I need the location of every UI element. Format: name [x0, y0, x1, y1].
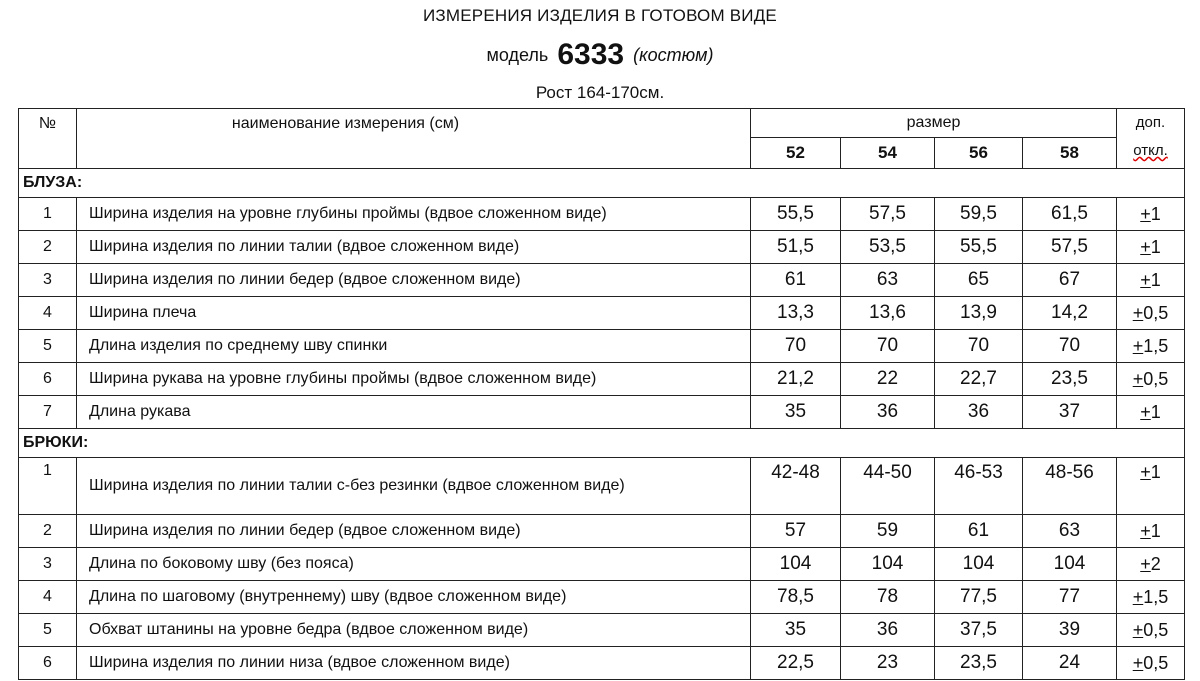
measurement-name: Ширина изделия по линии бедер (вдвое сложенном виде): [77, 515, 751, 548]
measurement-name: Длина по боковому шву (без пояса): [77, 548, 751, 581]
col-size-header: размер: [751, 109, 1117, 138]
tolerance-value: 0,5: [1143, 652, 1169, 673]
measurement-value: 14,2: [1023, 297, 1117, 330]
measurement-value: 59: [841, 515, 935, 548]
tolerance-sign: +: [1132, 302, 1144, 323]
measurement-name: Ширина изделия по линии талии с-без резинки (вдвое сложенном виде): [77, 458, 751, 515]
row-number: 5: [19, 330, 77, 363]
tolerance-value: 0,5: [1143, 619, 1169, 640]
tolerance-value: 1: [1150, 462, 1161, 482]
col-name-header: наименование измерения (см): [77, 109, 751, 169]
table-row: [19, 581, 1185, 614]
tolerance-value: 1,5: [1143, 586, 1169, 607]
measurement-name: Длина изделия по среднему шву спинки: [77, 330, 751, 363]
measurement-value: 53,5: [841, 231, 935, 264]
row-number: 5: [19, 614, 77, 647]
measurement-value: 22: [841, 363, 935, 396]
tolerance-cell: [1117, 363, 1185, 396]
size-56-header: 56: [935, 138, 1023, 169]
table-row: [19, 231, 1185, 264]
table-row: [19, 330, 1185, 363]
tolerance-value: 1: [1150, 203, 1161, 224]
measurement-name: Ширина изделия по линии талии (вдвое сложенном виде): [77, 231, 751, 264]
measurement-value: 57: [751, 515, 841, 548]
measurement-value: 63: [1023, 515, 1117, 548]
table-row: [19, 647, 1185, 680]
tolerance-value: 0,5: [1143, 302, 1169, 323]
table-row: [19, 458, 1185, 515]
measurement-value: 67: [1023, 264, 1117, 297]
document-title: ИЗМЕРЕНИЯ ИЗДЕЛИЯ В ГОТОВОМ ВИДЕ: [423, 6, 777, 25]
tolerance-cell: [1117, 396, 1185, 429]
measurement-name: Ширина изделия по линии низа (вдвое сложенном виде): [77, 647, 751, 680]
tolerance-cell: [1117, 515, 1185, 548]
table-row: [19, 297, 1185, 330]
model-kind: (костюм): [633, 45, 714, 65]
measurement-value: 78,5: [751, 581, 841, 614]
measurement-value: 63: [841, 264, 935, 297]
row-number: 4: [19, 297, 77, 330]
measurement-value: 37,5: [935, 614, 1023, 647]
tolerance-value: 0,5: [1143, 368, 1169, 389]
measurement-name: Ширина изделия на уровне глубины проймы (вдвое сложенном виде): [77, 198, 751, 231]
measurement-value: 21,2: [751, 363, 841, 396]
measurement-value: 57,5: [1023, 231, 1117, 264]
measurement-value: 13,3: [751, 297, 841, 330]
measurement-value: 48-56: [1023, 458, 1117, 515]
measurement-value: 37: [1023, 396, 1117, 429]
table-row: [19, 198, 1185, 231]
tolerance-sign: +: [1140, 462, 1151, 482]
tolerance-value: 1: [1150, 520, 1161, 541]
tolerance-cell: [1117, 297, 1185, 330]
measurement-value: 104: [935, 548, 1023, 581]
tolerance-sign: +: [1132, 368, 1144, 389]
measurements-table: [18, 108, 1185, 680]
measurement-value: 70: [841, 330, 935, 363]
tolerance-cell: [1117, 548, 1185, 581]
measurement-value: 59,5: [935, 198, 1023, 231]
tolerance-sign: +: [1140, 203, 1151, 224]
measurement-value: 104: [751, 548, 841, 581]
size-54-header: 54: [841, 138, 935, 169]
tolerance-sign: +: [1140, 553, 1151, 574]
measurement-value: 23,5: [935, 647, 1023, 680]
tolerance-cell: [1117, 647, 1185, 680]
tolerance-cell: [1117, 614, 1185, 647]
measurement-name: Ширина плеча: [77, 297, 751, 330]
measurement-value: 78: [841, 581, 935, 614]
measurement-value: 55,5: [935, 231, 1023, 264]
tolerance-cell: [1117, 231, 1185, 264]
tolerance-cell: [1117, 458, 1185, 515]
col-tolerance-header: [1117, 109, 1185, 169]
tolerance-header-line1: доп.: [1135, 114, 1166, 131]
measurement-value: 22,5: [751, 647, 841, 680]
table-row: [19, 515, 1185, 548]
measurement-value: 42-48: [751, 458, 841, 515]
measurement-value: 39: [1023, 614, 1117, 647]
measurement-value: 65: [935, 264, 1023, 297]
table-row: [19, 363, 1185, 396]
measurement-value: 51,5: [751, 231, 841, 264]
measurement-value: 13,9: [935, 297, 1023, 330]
tolerance-sign: +: [1132, 586, 1144, 607]
tolerance-value: 2: [1150, 553, 1161, 574]
model-number: 6333: [557, 38, 625, 71]
row-number: 2: [19, 231, 77, 264]
table-row: [19, 614, 1185, 647]
tolerance-header-line2: откл.: [1133, 142, 1168, 159]
measurement-value: 70: [935, 330, 1023, 363]
col-number-header: №: [19, 109, 77, 169]
height-range: Рост 164-170см.: [535, 83, 665, 102]
measurement-value: 77,5: [935, 581, 1023, 614]
measurement-value: 24: [1023, 647, 1117, 680]
measurement-name: Ширина изделия по линии бедер (вдвое сложенном виде): [77, 264, 751, 297]
measurement-name: Обхват штанины на уровне бедра (вдвое сложенном виде): [77, 614, 751, 647]
measurement-value: 61,5: [1023, 198, 1117, 231]
measurement-value: 35: [751, 396, 841, 429]
measurement-value: 77: [1023, 581, 1117, 614]
row-number: 1: [19, 198, 77, 231]
measurement-name: Ширина рукава на уровне глубины проймы (вдвое сложенном виде): [77, 363, 751, 396]
row-number: 2: [19, 515, 77, 548]
measurement-value: 104: [1023, 548, 1117, 581]
tolerance-cell: [1117, 581, 1185, 614]
measurement-value: 46-53: [935, 458, 1023, 515]
tolerance-cell: [1117, 264, 1185, 297]
section-title: БРЮКИ:: [19, 429, 1185, 458]
tolerance-sign: +: [1132, 652, 1144, 673]
row-number: 3: [19, 264, 77, 297]
measurement-value: 36: [935, 396, 1023, 429]
size-58-header: 58: [1023, 138, 1117, 169]
size-52-header: 52: [751, 138, 841, 169]
measurement-value: 36: [841, 396, 935, 429]
table-row: [19, 264, 1185, 297]
tolerance-sign: +: [1140, 401, 1151, 422]
measurement-value: 61: [751, 264, 841, 297]
measurement-value: 70: [751, 330, 841, 363]
measurement-value: 23,5: [1023, 363, 1117, 396]
tolerance-sign: +: [1140, 520, 1151, 541]
tolerance-cell: [1117, 330, 1185, 363]
model-line: [0, 38, 1200, 72]
measurement-value: 22,7: [935, 363, 1023, 396]
measurement-value: 70: [1023, 330, 1117, 363]
measurement-value: 104: [841, 548, 935, 581]
measurement-value: 61: [935, 515, 1023, 548]
tolerance-sign: +: [1140, 269, 1151, 290]
tolerance-sign: +: [1132, 335, 1144, 356]
tolerance-value: 1: [1150, 401, 1161, 422]
measurement-value: 55,5: [751, 198, 841, 231]
table-row: [19, 548, 1185, 581]
row-number: 3: [19, 548, 77, 581]
tolerance-sign: +: [1132, 619, 1144, 640]
tolerance-value: 1,5: [1143, 335, 1169, 356]
tolerance-value: 1: [1150, 236, 1161, 257]
tolerance-value: 1: [1150, 269, 1161, 290]
tolerance-sign: +: [1140, 236, 1151, 257]
table-row: [19, 396, 1185, 429]
measurement-name: Длина рукава: [77, 396, 751, 429]
measurement-value: 13,6: [841, 297, 935, 330]
row-number: 4: [19, 581, 77, 614]
row-number: 6: [19, 647, 77, 680]
measurement-value: 36: [841, 614, 935, 647]
row-number: 7: [19, 396, 77, 429]
measurement-name: Длина по шаговому (внутреннему) шву (вдвое сложенном виде): [77, 581, 751, 614]
model-prefix: модель: [486, 45, 549, 65]
section-title: БЛУЗА:: [19, 169, 1185, 198]
row-number: 6: [19, 363, 77, 396]
tolerance-cell: [1117, 198, 1185, 231]
measurement-value: 23: [841, 647, 935, 680]
row-number: 1: [19, 458, 77, 515]
measurement-value: 57,5: [841, 198, 935, 231]
measurement-value: 35: [751, 614, 841, 647]
measurement-value: 44-50: [841, 458, 935, 515]
